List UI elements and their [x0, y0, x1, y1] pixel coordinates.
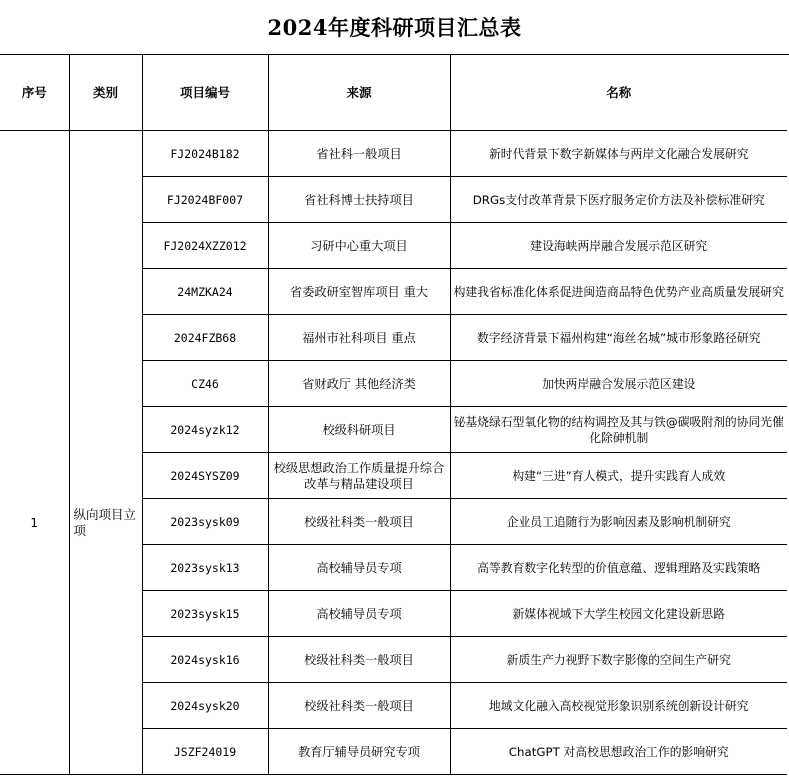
- project-source: 教育厅辅导员研究专项: [268, 729, 450, 775]
- project-table: [0, 54, 787, 775]
- project-name: 新时代背景下数字新媒体与两岸文化融合发展研究: [450, 131, 787, 177]
- project-source: 省委政研室智库项目 重大: [268, 269, 450, 315]
- project-code: 2023sysk15: [142, 591, 268, 637]
- project-code: 2024syzk12: [142, 407, 268, 453]
- project-source: 校级科研项目: [268, 407, 450, 453]
- table-row: [0, 131, 787, 177]
- project-name: 加快两岸融合发展示范区建设: [450, 361, 787, 407]
- project-code: 24MZKA24: [142, 269, 268, 315]
- project-source: 高校辅导员专项: [268, 545, 450, 591]
- sheet-title: 2024年度科研项目汇总表: [0, 0, 789, 55]
- project-code: FJ2024XZZ012: [142, 223, 268, 269]
- project-code: 2023sysk13: [142, 545, 268, 591]
- project-source: 校级思想政治工作质量提升综合改革与精品建设项目: [268, 453, 450, 499]
- project-source: 高校辅导员专项: [268, 591, 450, 637]
- project-code: CZ46: [142, 361, 268, 407]
- project-name: 构建我省标准化体系促进闽造商品特色优势产业高质量发展研究: [450, 269, 787, 315]
- header-name: 名称: [450, 55, 787, 131]
- project-name: 数字经济背景下福州构建“海丝名城”城市形象路径研究: [450, 315, 787, 361]
- project-name: 构建“三进”育人模式，提升实践育人成效: [450, 453, 787, 499]
- project-code: 2024SYSZ09: [142, 453, 268, 499]
- project-code: 2024sysk16: [142, 637, 268, 683]
- project-source: 习研中心重大项目: [268, 223, 450, 269]
- project-source: 省财政厅 其他经济类: [268, 361, 450, 407]
- project-name: ChatGPT 对高校思想政治工作的影响研究: [450, 729, 787, 775]
- project-name: 地域文化融入高校视觉形象识别系统创新设计研究: [450, 683, 787, 729]
- project-name: 新媒体视域下大学生校园文化建设新思路: [450, 591, 787, 637]
- project-source: 省社科博士扶持项目: [268, 177, 450, 223]
- table-body: [0, 131, 787, 775]
- project-code: 2024FZB68: [142, 315, 268, 361]
- project-code: FJ2024B182: [142, 131, 268, 177]
- project-name: 铋基烧绿石型氧化物的结构调控及其与铁@碳吸附剂的协同光催化除砷机制: [450, 407, 787, 453]
- header-index: 序号: [0, 55, 69, 131]
- header-row: [0, 55, 787, 131]
- row-category: 纵向项目立项: [69, 131, 142, 775]
- project-source: 省社科一般项目: [268, 131, 450, 177]
- project-name: 企业员工追随行为影响因素及影响机制研究: [450, 499, 787, 545]
- header-source: 来源: [268, 55, 450, 131]
- project-name: 建设海峡两岸融合发展示范区研究: [450, 223, 787, 269]
- project-code: 2023sysk09: [142, 499, 268, 545]
- project-source: 福州市社科项目 重点: [268, 315, 450, 361]
- project-code: FJ2024BF007: [142, 177, 268, 223]
- project-source: 校级社科类一般项目: [268, 683, 450, 729]
- project-code: 2024sysk20: [142, 683, 268, 729]
- header-category: 类别: [69, 55, 142, 131]
- project-name: 高等教育数字化转型的价值意蕴、逻辑理路及实践策略: [450, 545, 787, 591]
- project-name: DRGs支付改革背景下医疗服务定价方法及补偿标准研究: [450, 177, 787, 223]
- project-code: JSZF24019: [142, 729, 268, 775]
- project-source: 校级社科类一般项目: [268, 637, 450, 683]
- project-name: 新质生产力视野下数字影像的空间生产研究: [450, 637, 787, 683]
- header-code: 项目编号: [142, 55, 268, 131]
- project-source: 校级社科类一般项目: [268, 499, 450, 545]
- row-index: 1: [0, 131, 69, 775]
